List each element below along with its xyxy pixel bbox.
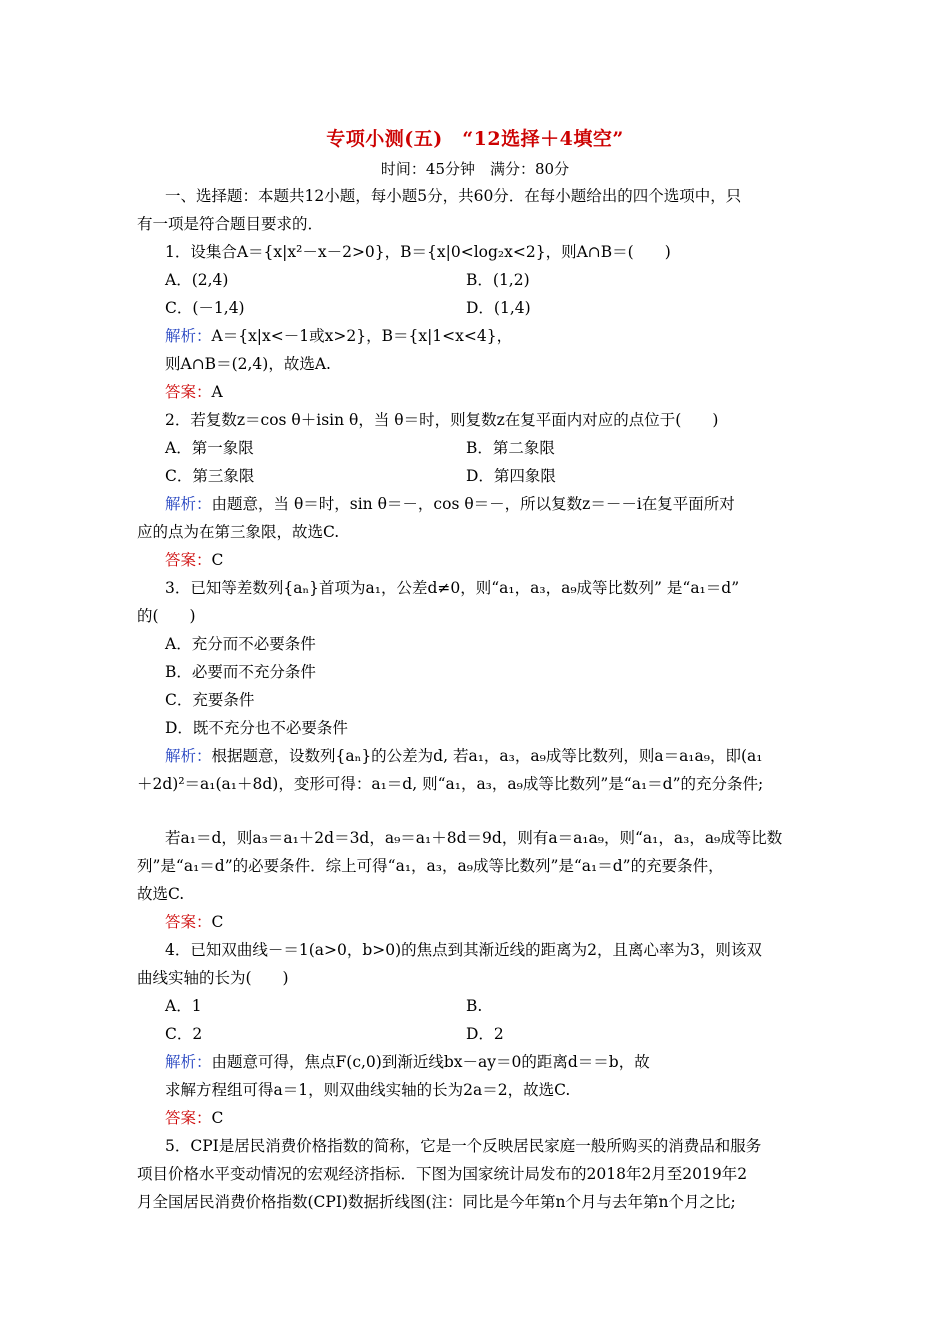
text-line-q2d (466, 466, 556, 486)
line-text: 一、选择题：本题共12小题，每小题5分，共60分．在每小题给出的四个选项中，只 (165, 187, 742, 205)
text-line-q4c (165, 1024, 202, 1044)
line-text: C (211, 551, 224, 569)
text-line-q5l3 (137, 1192, 736, 1212)
line-text: 2．若复数z＝cos θ＋isin θ，当 θ＝时，则复数z在复平面内对应的点位于( ) (165, 411, 719, 429)
line-text: A (211, 383, 223, 401)
line-text: 求解方程组可得a＝1，则双曲线实轴的长为2a＝2，故选C. (165, 1081, 571, 1099)
line-text: D．既不充分也不必要条件 (165, 719, 348, 737)
line-text: C (211, 913, 224, 931)
answer-label: 答案： (165, 913, 212, 931)
line-text: 由题意可得，焦点F(c,0)到渐近线bx－ay＝0的距离d＝＝b，故 (211, 1053, 650, 1071)
line-text: 由题意，当 θ＝时，sin θ＝－，cos θ＝－，所以复数z＝－－i在复平面所对 (211, 495, 735, 513)
line-text: C．2 (165, 1025, 203, 1043)
text-line-q5l2 (137, 1164, 747, 1184)
line-text: C．第三象限 (165, 467, 255, 485)
line-text: 月全国居民消费价格指数(CPI)数据折线图(注：同比是今年第n个月与去年第n个月之比; (137, 1193, 736, 1211)
text-line-q4s2 (165, 1080, 570, 1100)
analysis-label: 解析： (165, 747, 212, 765)
line-text: B. (466, 997, 483, 1015)
line-text: C (211, 1109, 224, 1127)
text-line-q2c (165, 466, 254, 486)
text-line-q3 (165, 578, 739, 598)
text-line-q2ans (165, 550, 223, 570)
line-text: ＋2d)²＝a₁(a₁＋8d)，变形可得：a₁＝d, 则“a₁，a₃，a₉成等比数列”是“a₁＝d”的充分条件; (137, 775, 764, 793)
page-subtitle: 时间：45分钟 满分：80分 (380, 160, 570, 178)
line-text: D．(1,4) (466, 299, 531, 317)
answer-label: 答案： (165, 383, 212, 401)
line-text: C．充要条件 (165, 691, 255, 709)
line-text: 的( ) (137, 607, 196, 625)
text-line-q3b0 (137, 606, 196, 626)
line-text: 应的点为在第三象限，故选C. (137, 523, 340, 541)
line-text: B．(1,2) (466, 271, 530, 289)
text-line-q3d (165, 718, 348, 738)
text-line-q1 (165, 242, 671, 262)
line-text: A．第一象限 (165, 439, 254, 457)
text-line-q1a (165, 270, 228, 290)
line-text: C．(－1,4) (165, 299, 245, 317)
line-text: 有一项是符合题目要求的． (137, 215, 324, 233)
text-line-q3s2 (137, 774, 763, 794)
text-line-q3b (165, 662, 316, 682)
text-line-q3c (165, 690, 254, 710)
line-text: 根据题意，设数列{aₙ}的公差为d, 若a₁，a₃，a₉成等比数列，则a＝a₁a₉，即(a₁ (211, 747, 763, 765)
text-line-q4b (466, 996, 482, 1016)
line-text: 3．已知等差数列{aₙ}首项为a₁，公差d≠0，则“a₁，a₃，a₉成等比数列” 是“a₁＝d” (165, 579, 740, 597)
line-text: 故选C. (137, 885, 185, 903)
text-line-q3s3 (165, 828, 782, 848)
text-line-q3s5 (137, 884, 184, 904)
line-text: 项目价格水平变动情况的宏观经济指标．下图为国家统计局发布的2018年2月至2019年2 (137, 1165, 748, 1183)
text-line-q2s1 (165, 494, 735, 514)
text-line-q2 (165, 410, 718, 430)
text-line-intro2 (137, 214, 323, 234)
line-text: 1．设集合A＝{x|x²－x－2>0}，B＝{x|0<log₂x<2}，则A∩B＝( ) (165, 243, 671, 261)
line-text: A．(2,4) (165, 271, 229, 289)
text-line-q1b (466, 270, 530, 290)
text-line-q5l1 (165, 1136, 761, 1156)
line-text: D．第四象限 (466, 467, 556, 485)
text-line-q2s2 (137, 522, 339, 542)
text-line-intro1 (165, 186, 741, 206)
analysis-label: 解析： (165, 495, 212, 513)
text-line-q1s2 (165, 354, 331, 374)
page-title: 专项小测(五) “12选择＋4填空” (326, 128, 624, 150)
text-line-q3a (165, 634, 316, 654)
text-line-q4ans (165, 1108, 223, 1128)
text-line-q1ans (165, 382, 223, 402)
line-text: A．充分而不必要条件 (165, 635, 316, 653)
line-text: 5．CPI是居民消费价格指数的简称，它是一个反映居民家庭一般所购买的消费品和服务 (165, 1137, 762, 1155)
text-line-q3s4 (137, 856, 724, 876)
text-line-q3ans (165, 912, 223, 932)
text-line-q4a (165, 996, 202, 1016)
text-line-q1d (466, 298, 531, 318)
line-text: 4．已知双曲线－＝1(a>0，b>0)的焦点到其渐近线的距离为2，且离心率为3，则该双 (165, 941, 762, 959)
text-line-q1c (165, 298, 245, 318)
line-text: D．2 (466, 1025, 504, 1043)
text-line-q4d (466, 1024, 504, 1044)
line-text: B．第二象限 (466, 439, 555, 457)
text-line-q2a (165, 438, 254, 458)
analysis-label: 解析： (165, 327, 212, 345)
answer-label: 答案： (165, 551, 212, 569)
text-line-q2b (466, 438, 555, 458)
text-line-q1s1 (165, 326, 512, 346)
answer-label: 答案： (165, 1109, 212, 1127)
text-line-q3s1 (165, 746, 762, 766)
line-text: 若a₁＝d，则a₃＝a₁＋2d＝3d，a₉＝a₁＋8d＝9d，则有a＝a₁a₉，则“a₁，a₃，a₉成等比数 (165, 829, 783, 847)
analysis-label: 解析： (165, 1053, 212, 1071)
line-text: A．1 (165, 997, 202, 1015)
text-line-q4b0 (137, 968, 289, 988)
text-line-q4s1 (165, 1052, 650, 1072)
line-text: 则A∩B＝(2,4)，故选A. (165, 355, 331, 373)
line-text: A＝{x|x<－1或x>2}，B＝{x|1<x<4}， (211, 327, 513, 345)
text-line-q4 (165, 940, 762, 960)
line-text: 曲线实轴的长为( ) (137, 969, 289, 987)
line-text: B．必要而不充分条件 (165, 663, 316, 681)
line-text: 列”是“a₁＝d”的必要条件．综上可得“a₁，a₃，a₉成等比数列”是“a₁＝d”的充要条件， (137, 857, 724, 875)
